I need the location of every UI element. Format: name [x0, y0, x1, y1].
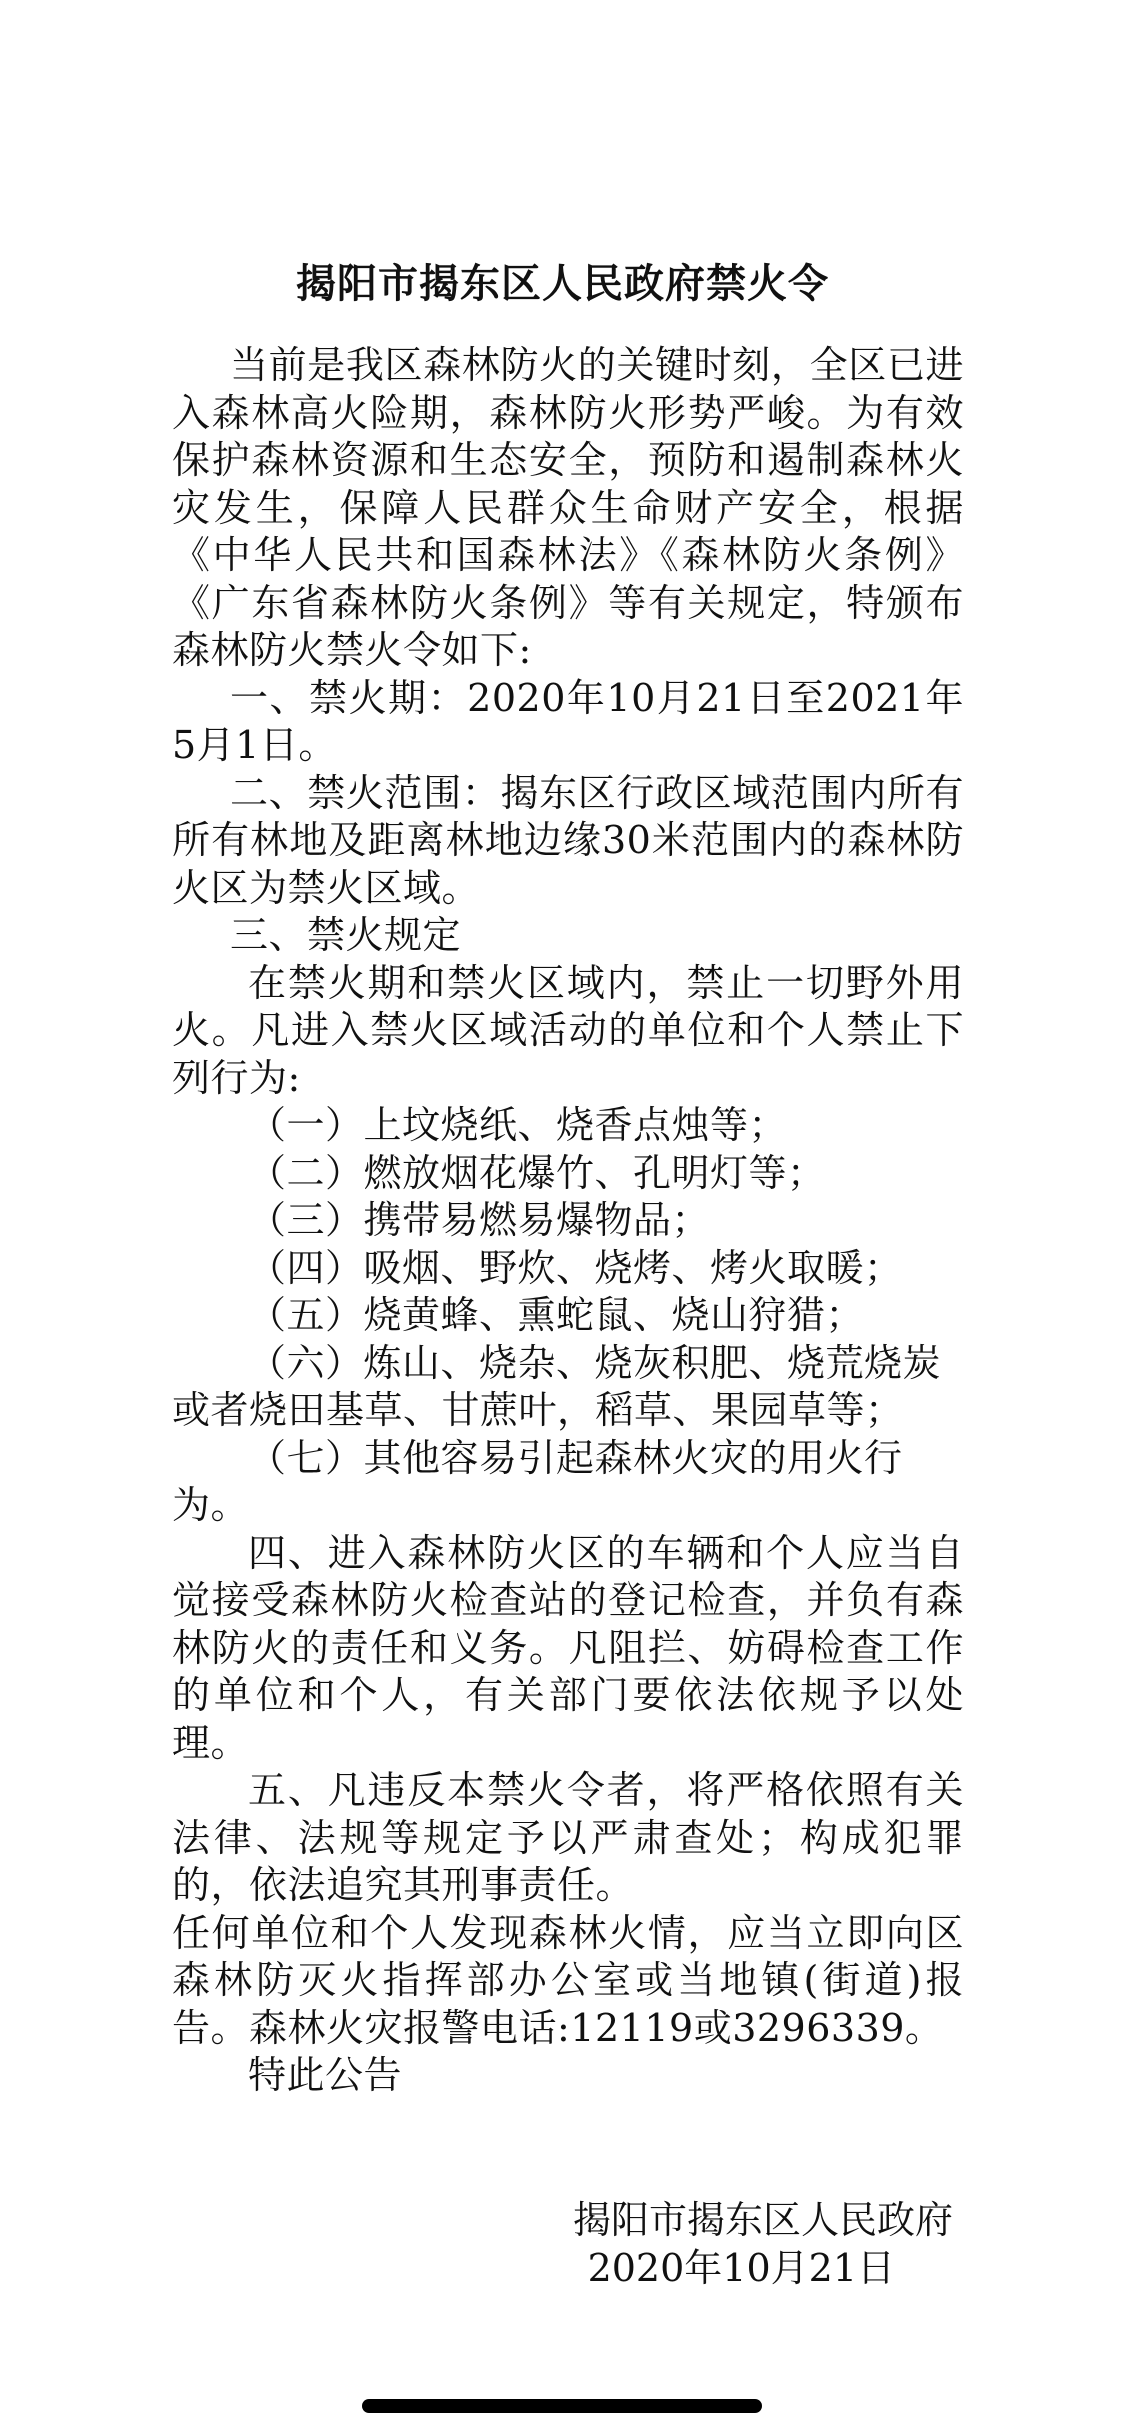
- intro-paragraph: 当前是我区森林防火的关键时刻，全区已进入森林高火险期，森林防火形势严峻。为有效保护森林资源和生态安全，预防和遏制森林火灾发生，保障人民群众生命财产安全，根据《中华人民共和国森林法》《森林防火条例》《广东省森林防火条例》等有关规定，特颁布森林防火禁火令如下:: [172, 343, 964, 672]
- penalty-paragraph: 五、凡违反本禁火令者，将严格依照有关法律、法规等规定予以严肃查处；构成犯罪的，依法追究其刑事责任。: [172, 1768, 964, 1907]
- signature-block: [573, 2196, 953, 2292]
- closing-line: 特此公告: [248, 2053, 403, 2097]
- prohibited-item-1: （一）上坟烧纸、烧香点烛等；: [248, 1103, 788, 1147]
- prohibited-item-4: （四）吸烟、野炊、烧烤、烤火取暖；: [248, 1245, 903, 1290]
- prohibited-item-2: （二）燃放烟花爆竹、孔明灯等；: [248, 1150, 826, 1195]
- document-title: 揭阳市揭东区人民政府禁火令: [296, 261, 829, 307]
- fire-ban-period-paragraph: 一、禁火期：2020年10月21日至2021年5月1日。: [172, 675, 964, 767]
- fire-ban-scope-paragraph: 二、禁火范围：揭东区行政区域范围内所有所有林地及距离林地边缘30米范围内的森林防火区为禁火区域。: [172, 770, 964, 910]
- prohibited-item-6: （六）炼山、烧杂、烧灰积肥、烧荒烧炭或者烧田基草、甘蔗叶，稻草、果园草等；: [172, 1340, 942, 1432]
- fire-ban-rules-heading: 三、禁火规定: [230, 913, 462, 957]
- report-paragraph: 任何单位和个人发现森林火情，应当立即向区森林防灭火指挥部办公室或当地镇(街道)报告。森林火灾报警电话:12119或3296339。: [172, 1910, 964, 2050]
- prohibited-item-3: （三）携带易燃易爆物品；: [248, 1198, 711, 1242]
- checkpoint-paragraph: 四、进入森林防火区的车辆和个人应当自觉接受森林防火检查站的登记检查，并负有森林防火的责任和义务。凡阻拦、妨碍检查工作的单位和个人，有关部门要依法依规予以处理。: [172, 1530, 964, 1765]
- prohibited-item-7: （七）其他容易引起森林火灾的用火行为。: [172, 1435, 903, 1527]
- document-body: [172, 342, 964, 2100]
- issue-date: 2020年10月21日: [587, 2246, 895, 2290]
- issuer-name: 揭阳市揭东区人民政府: [572, 2198, 953, 2242]
- prohibited-item-5: （五）烧黄蜂、熏蛇鼠、烧山狩猎；: [248, 1293, 865, 1337]
- home-indicator-bar[interactable]: [362, 2399, 762, 2413]
- fire-ban-rules-paragraph: 在禁火期和禁火区域内，禁止一切野外用火。凡进入禁火区域活动的单位和个人禁止下列行为:: [172, 960, 964, 1100]
